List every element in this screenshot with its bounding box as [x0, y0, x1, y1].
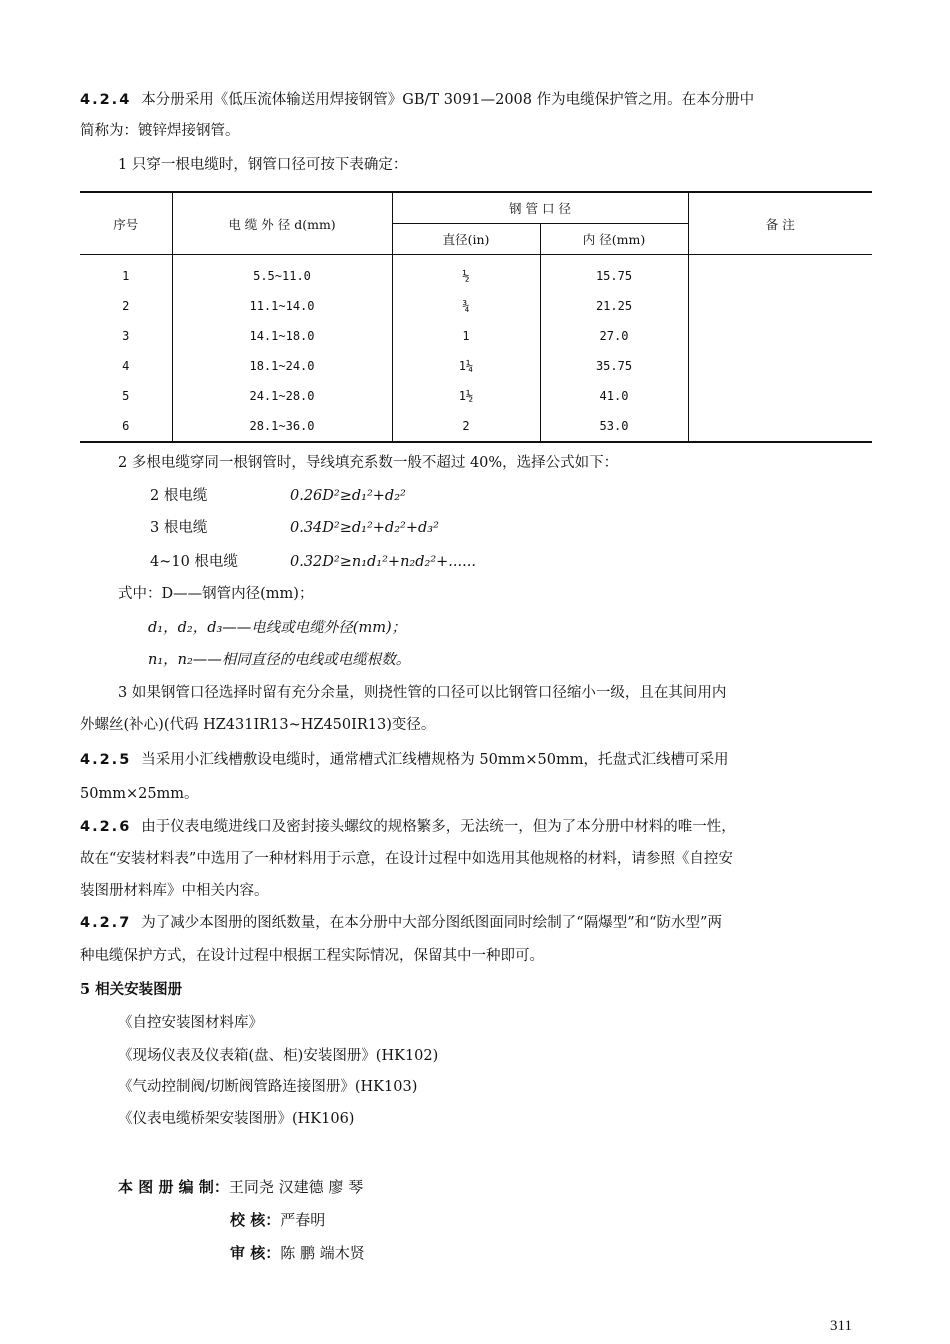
- para-425-line1: [80, 750, 728, 770]
- para-426-line3: 装图册材料库》中相关内容。: [80, 883, 269, 899]
- formula-label: 4~10 根电缆: [150, 554, 238, 570]
- header-outer-diameter: 电 缆 外 径 d(mm): [172, 192, 392, 255]
- cell-outer-diameter: 18.1~24.0: [172, 351, 392, 381]
- item-3-line2: 外螺丝(补心)(代码 HZ431IR13~HZ450IR13)变径。: [80, 717, 436, 733]
- para-425-line2: 50mm×25mm。: [80, 786, 199, 802]
- table-row: [80, 321, 872, 351]
- formula-expression: 0.34D²≥d₁²+d₂²+d₃²: [290, 520, 439, 536]
- formula-expression: 0.32D²≥n₁d₁²+n₂d₂²+......: [290, 554, 476, 570]
- cell-diameter-in: 1: [392, 321, 540, 351]
- para-426-line2: 故在“安装材料表”中选用了一种材料用于示意，在设计过程中如选用其他规格的材料，请参照《自控安: [80, 851, 733, 867]
- para-427-text: 为了减少本图册的图纸数量，在本分册中大部分图纸图面同时绘制了“隔爆型”和“防水型”两: [141, 915, 722, 931]
- reference-item: 《自控安装图材料库》: [118, 1015, 263, 1031]
- para-427-line2: 种电缆保护方式，在设计过程中根据工程实际情况，保留其中一种即可。: [80, 948, 544, 964]
- cell-diameter-in: 2: [392, 411, 540, 442]
- cell-seq: 2: [122, 299, 130, 313]
- credit-review-label: 审 核：: [230, 1244, 281, 1262]
- header-inner-diameter: 内 径(mm): [540, 224, 688, 255]
- cell-remark: [688, 411, 872, 442]
- cell-seq: 4: [122, 359, 130, 373]
- para-424-text: 本分册采用《低压流体输送用焊接钢管》GB/T 3091—2008 作为电缆保护管之用。在本分册中: [141, 92, 755, 108]
- credit-check: [230, 1210, 325, 1230]
- where-line1: 式中：D——钢管内径(mm)；: [118, 586, 314, 602]
- item-3-line1: 3 如果钢管口径选择时留有充分余量，则挠性管的口径可以比钢管口径缩小一级，且在其间用内: [118, 685, 727, 701]
- cell-outer-diameter: 11.1~14.0: [172, 291, 392, 321]
- formula-line: [150, 518, 439, 538]
- cell-outer-diameter: 28.1~36.0: [172, 411, 392, 442]
- credit-compile-names: 王同尧 汉建德 廖 琴: [228, 1178, 364, 1196]
- table-row: [80, 291, 872, 321]
- cell-diameter-in: ½: [392, 255, 540, 292]
- para-427-line1: [80, 913, 722, 933]
- cell-diameter-in: ¾: [392, 291, 540, 321]
- para-424-line1: [80, 90, 754, 110]
- credit-review-names: 陈 鹏 端木贤: [280, 1244, 365, 1262]
- cell-inner-diameter: 41.0: [540, 381, 688, 411]
- cell-remark: [688, 351, 872, 381]
- para-426-line1: [80, 817, 736, 837]
- formula-expression: 0.26D²≥d₁²+d₂²: [290, 488, 406, 504]
- item-2: 2 多根电缆穿同一根钢管时，导线填充系数一般不超过 40%，选择公式如下：: [118, 455, 619, 471]
- credit-check-label: 校 核：: [230, 1211, 281, 1229]
- credit-check-names: 严春明: [280, 1211, 326, 1229]
- table-row: [80, 381, 872, 411]
- reference-item: 《现场仪表及仪表箱(盘、柜)安装图册》(HK102): [118, 1048, 439, 1064]
- header-remark: 备 注: [688, 192, 872, 255]
- reference-item: 《气动控制阀/切断阀管路连接图册》(HK103): [118, 1079, 418, 1095]
- formula-label: 3 根电缆: [150, 520, 208, 536]
- section-number-426: 4.2.6: [80, 819, 132, 835]
- cell-remark: [688, 255, 872, 292]
- cell-seq: 6: [122, 419, 130, 433]
- credit-compile-label: 本 图 册 编 制：: [118, 1178, 229, 1196]
- table-row: [80, 411, 872, 442]
- table-row: [80, 351, 872, 381]
- credit-compile: [118, 1177, 363, 1197]
- header-diameter-in: 直径(in): [392, 224, 540, 255]
- section-number-425: 4.2.5: [80, 752, 132, 768]
- header-seq: 序号: [80, 192, 172, 255]
- cell-inner-diameter: 21.25: [540, 291, 688, 321]
- cell-outer-diameter: 5.5~11.0: [172, 255, 392, 292]
- pipe-size-table: [80, 191, 872, 443]
- cell-seq: 5: [122, 389, 130, 403]
- para-424-line2: 简称为：镀锌焊接钢管。: [80, 123, 240, 139]
- cell-inner-diameter: 15.75: [540, 255, 688, 292]
- cell-seq: 3: [122, 329, 130, 343]
- where-line2: d₁，d₂，d₃——电线或电缆外径(mm)；: [148, 620, 407, 636]
- formula-label: 2 根电缆: [150, 488, 208, 504]
- cell-diameter-in: 1¼: [392, 351, 540, 381]
- section-number-424: 4.2.4: [80, 92, 132, 108]
- credit-review: [230, 1243, 365, 1263]
- cell-seq: 1: [122, 269, 130, 283]
- page-number: 311: [830, 1318, 852, 1334]
- para-426-text: 由于仪表电缆进线口及密封接头螺纹的规格繁多，无法统一，但为了本分册中材料的唯一性，: [141, 819, 736, 835]
- formula-line: [150, 486, 406, 506]
- formula-line: [150, 552, 476, 572]
- section-5-title: 5 相关安装图册: [80, 981, 183, 998]
- cell-inner-diameter: 53.0: [540, 411, 688, 442]
- table-row: [80, 255, 872, 292]
- reference-item: 《仪表电缆桥架安装图册》(HK106): [118, 1111, 355, 1127]
- cell-remark: [688, 381, 872, 411]
- para-425-text: 当采用小汇线槽敷设电缆时，通常槽式汇线槽规格为 50mm×50mm，托盘式汇线槽可采用: [141, 752, 729, 768]
- section-number-427: 4.2.7: [80, 915, 132, 931]
- cell-diameter-in: 1½: [392, 381, 540, 411]
- cell-inner-diameter: 27.0: [540, 321, 688, 351]
- item-1: 1 只穿一根电缆时，钢管口径可按下表确定：: [118, 157, 408, 173]
- cell-outer-diameter: 24.1~28.0: [172, 381, 392, 411]
- header-pipe-caliber: 钢 管 口 径: [392, 192, 688, 224]
- cell-remark: [688, 321, 872, 351]
- cell-inner-diameter: 35.75: [540, 351, 688, 381]
- cell-outer-diameter: 14.1~18.0: [172, 321, 392, 351]
- cell-remark: [688, 291, 872, 321]
- where-line3: n₁，n₂——相同直径的电线或电缆根数。: [148, 652, 411, 668]
